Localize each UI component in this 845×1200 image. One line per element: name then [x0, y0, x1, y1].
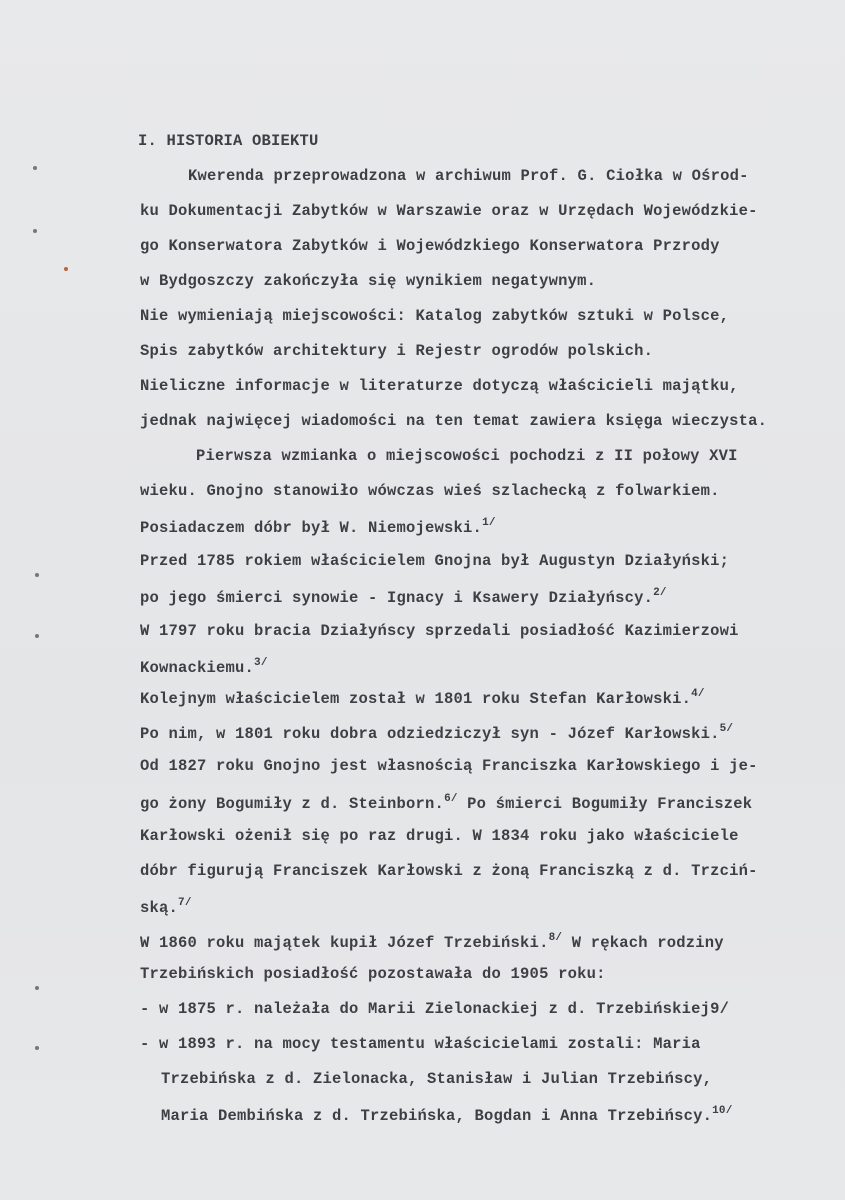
footnote-ref: 3/ [254, 657, 268, 669]
line-text: - w 1893 r. na mocy testamentu właścicielami zostali: Maria [140, 1035, 701, 1053]
text-line [140, 341, 653, 361]
text-line [140, 861, 758, 881]
text-line [140, 513, 496, 538]
line-text: ską. [140, 899, 179, 917]
text-line [140, 376, 739, 396]
footnote-ref: 6/ [444, 793, 458, 805]
footnote-ref: 5/ [719, 723, 734, 735]
line-text: Od 1827 roku Gnojno jest własnością Franciszka Karłowskiego i je- [140, 757, 758, 775]
text-line [140, 1034, 701, 1054]
line-text: w Bydgoszczy zakończyła się wynikiem negatywnym. [140, 272, 597, 290]
line-text: Nie wymieniają miejscowości: Katalog zabytków sztuki w Polsce, [140, 307, 730, 325]
text-line [140, 756, 758, 776]
footnote-ref: 7/ [178, 897, 192, 909]
text-line [140, 551, 729, 571]
binder-hole-mark [35, 1046, 39, 1050]
binder-hole-mark [33, 166, 37, 170]
binder-hole-mark [35, 634, 39, 638]
text-line [140, 826, 739, 846]
footnote-ref: 2/ [653, 587, 667, 599]
line-text: Pierwsza wzmianka o miejscowości pochodzi z II połowy XVI [196, 447, 738, 465]
line-text: W 1860 roku majątek kupił Józef Trzebiński. [140, 934, 549, 952]
binder-hole-mark [33, 229, 37, 233]
binder-hole-mark [35, 986, 39, 990]
line-text: Maria Dembińska z d. Trzebińska, Bogdan i Anna Trzebińscy. [161, 1107, 713, 1125]
text-line [140, 306, 729, 326]
text-line [161, 1069, 712, 1089]
text-line [140, 928, 724, 953]
line-text: - w 1875 r. należała do Marii Zielonackiej z d. Trzebińskiej9/ [140, 1000, 730, 1018]
line-text: Nieliczne informacje w literaturze dotyczą właścicieli majątku, [140, 377, 739, 395]
text-line [196, 446, 738, 466]
text-line [140, 271, 596, 291]
section-heading: I. HISTORIA OBIEKTU [138, 132, 319, 150]
line-text: Przed 1785 rokiem właścicielem Gnojna był Augustyn Działyński; [140, 552, 730, 570]
line-text: dóbr figurują Franciszek Karłowski z żoną Franciszką z d. Trzciń- [140, 862, 758, 880]
line-text: po jego śmierci synowie - Ignacy i Ksawery Działyńscy. [140, 589, 654, 607]
text-line [140, 999, 729, 1019]
text-line [188, 166, 749, 186]
line-text-tail: Po śmierci Bogumiły Franciszek [457, 795, 753, 813]
line-text: Trzebińska z d. Zielonacka, Stanisław i Julian Trzebińscy, [161, 1070, 713, 1088]
line-text: Po nim, w 1801 roku dobra odziedziczył syn - Józef Karłowski. [140, 725, 720, 743]
footnote-ref: 8/ [548, 932, 563, 944]
line-text: jednak najwięcej wiadomości na ten temat zawiera księga wieczysta. [140, 412, 768, 430]
footnote-ref: 10/ [712, 1105, 733, 1117]
line-text: ku Dokumentacji Zabytków w Warszawie oraz w Urzędach Wojewódzkie- [140, 202, 758, 220]
text-line [140, 236, 720, 256]
footnote-ref: 1/ [482, 517, 496, 529]
line-text: Posiadaczem dóbr był W. Niemojewski. [140, 519, 483, 537]
line-text-tail: W rękach rodziny [562, 934, 724, 952]
margin-spot [64, 267, 68, 271]
text-line [140, 789, 752, 814]
line-text: Kwerenda przeprowadzona w archiwum Prof. G. Ciołka w Ośrod- [188, 167, 749, 185]
text-line [140, 653, 268, 678]
binder-hole-mark [35, 573, 39, 577]
line-text: go Konserwatora Zabytków i Wojewódzkiego Konserwatora Przrody [140, 237, 720, 255]
text-line [140, 719, 733, 744]
line-text: W 1797 roku bracia Działyńscy sprzedali posiadłość Kazimierzowi [140, 622, 739, 640]
text-line [140, 583, 667, 608]
text-line [140, 893, 192, 918]
text-line [161, 1101, 733, 1126]
line-text: go żony Bogumiły z d. Steinborn. [140, 795, 445, 813]
text-line [140, 481, 720, 501]
line-text: wieku. Gnojno stanowiło wówczas wieś szlachecką z folwarkiem. [140, 482, 720, 500]
line-text: Kolejnym właścicielem został w 1801 roku Stefan Karłowski. [140, 690, 692, 708]
line-text: Trzebińskich posiadłość pozostawała do 1905 roku: [140, 965, 606, 983]
line-text: Karłowski ożenił się po raz drugi. W 1834 roku jako właściciele [140, 827, 739, 845]
text-line [140, 621, 739, 641]
text-line [140, 411, 767, 431]
text-line [140, 684, 705, 709]
line-text: Kownackiemu. [140, 659, 255, 677]
text-line [140, 201, 758, 221]
text-line [140, 964, 606, 984]
line-text: Spis zabytków architektury i Rejestr ogrodów polskich. [140, 342, 654, 360]
footnote-ref: 4/ [691, 688, 705, 700]
